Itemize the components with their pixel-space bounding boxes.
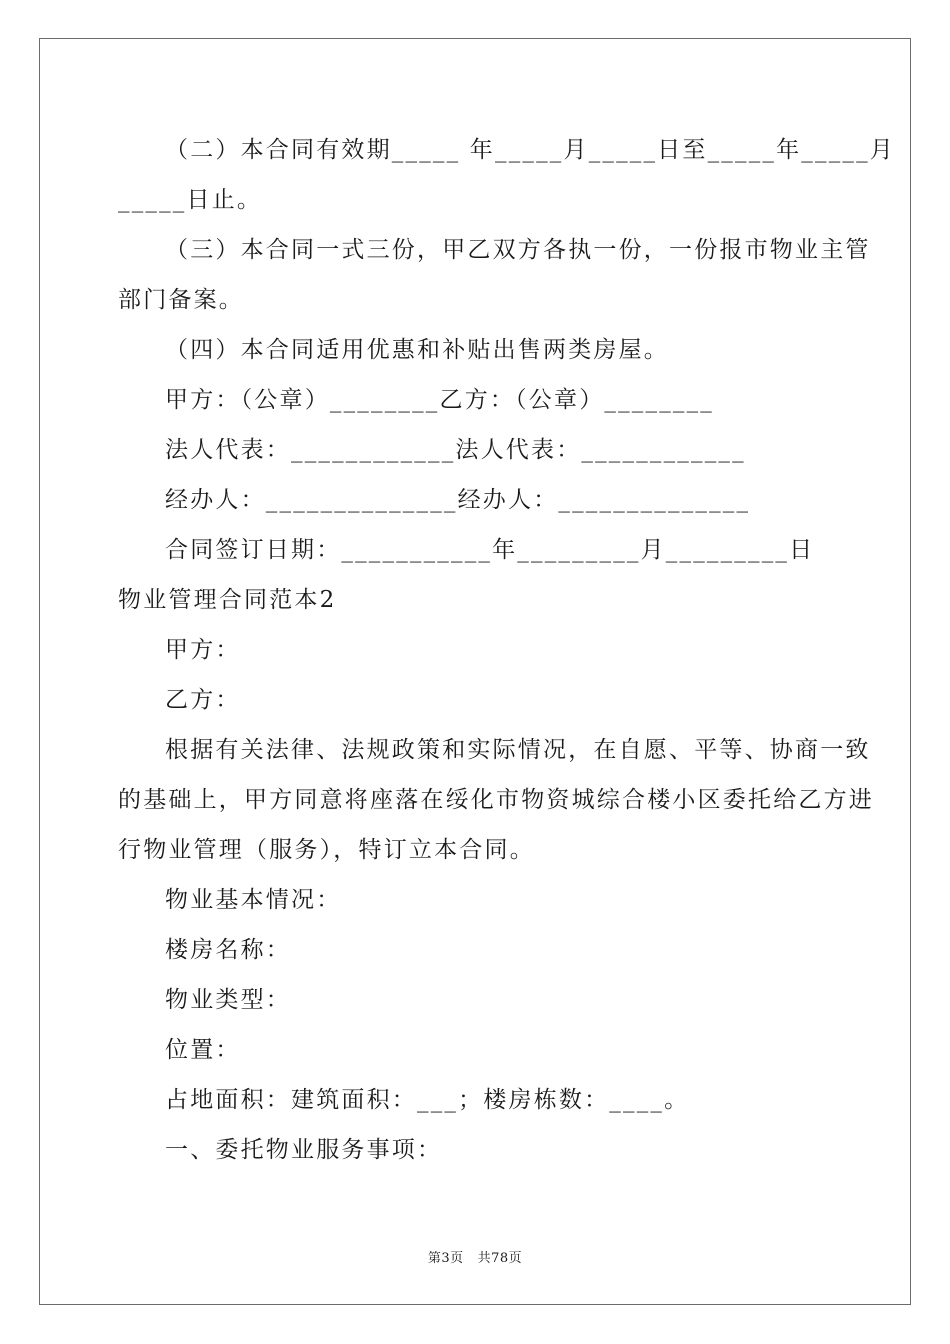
property-info-heading: 物业基本情况：	[165, 887, 342, 913]
handler-line: 经办人：______________经办人：______________	[165, 487, 751, 513]
clause-3-copies-line-2: 部门备案。	[118, 287, 244, 313]
page-number: 第3页	[427, 1251, 464, 1266]
legal-representative-line: 法人代表：____________法人代表：____________	[165, 437, 746, 463]
area-count-line: 占地面积：建筑面积：___；楼房栋数：____。	[165, 1087, 690, 1113]
page-frame	[39, 38, 911, 1305]
party-b-label: 乙方：	[165, 687, 241, 713]
clause-3-copies-line-1: （三）本合同一式三份，甲乙双方各执一份，一份报市物业主管	[165, 237, 871, 263]
clause-2-validity-line-2: _____日止。	[118, 187, 263, 213]
preamble-line-1: 根据有关法律、法规政策和实际情况，在自愿、平等、协商一致	[165, 737, 871, 763]
clause-2-validity-line-1: （二）本合同有效期_____ 年_____月_____日至_____年_____月	[165, 137, 896, 163]
preamble-line-3: 行物业管理（服务），特订立本合同。	[118, 837, 535, 863]
party-seals-line: 甲方：（公章）________乙方：（公章）________	[165, 387, 714, 413]
section-title: 物业管理合同范本2	[118, 587, 337, 613]
building-name-field: 楼房名称：	[165, 937, 291, 963]
service-items-heading: 一、委托物业服务事项：	[165, 1137, 443, 1163]
party-a-label: 甲方：	[165, 637, 241, 663]
preamble-line-2: 的基础上，甲方同意将座落在绥化市物资城综合楼小区委托给乙方进	[118, 787, 874, 813]
signing-date-line: 合同签订日期：___________年_________月_________日	[165, 537, 815, 563]
page-footer	[0, 1247, 950, 1266]
property-type-field: 物业类型：	[165, 987, 291, 1013]
location-field: 位置：	[165, 1037, 241, 1063]
total-pages: 共78页	[477, 1251, 523, 1266]
clause-4-applicability: （四）本合同适用优惠和补贴出售两类房屋。	[165, 337, 669, 363]
